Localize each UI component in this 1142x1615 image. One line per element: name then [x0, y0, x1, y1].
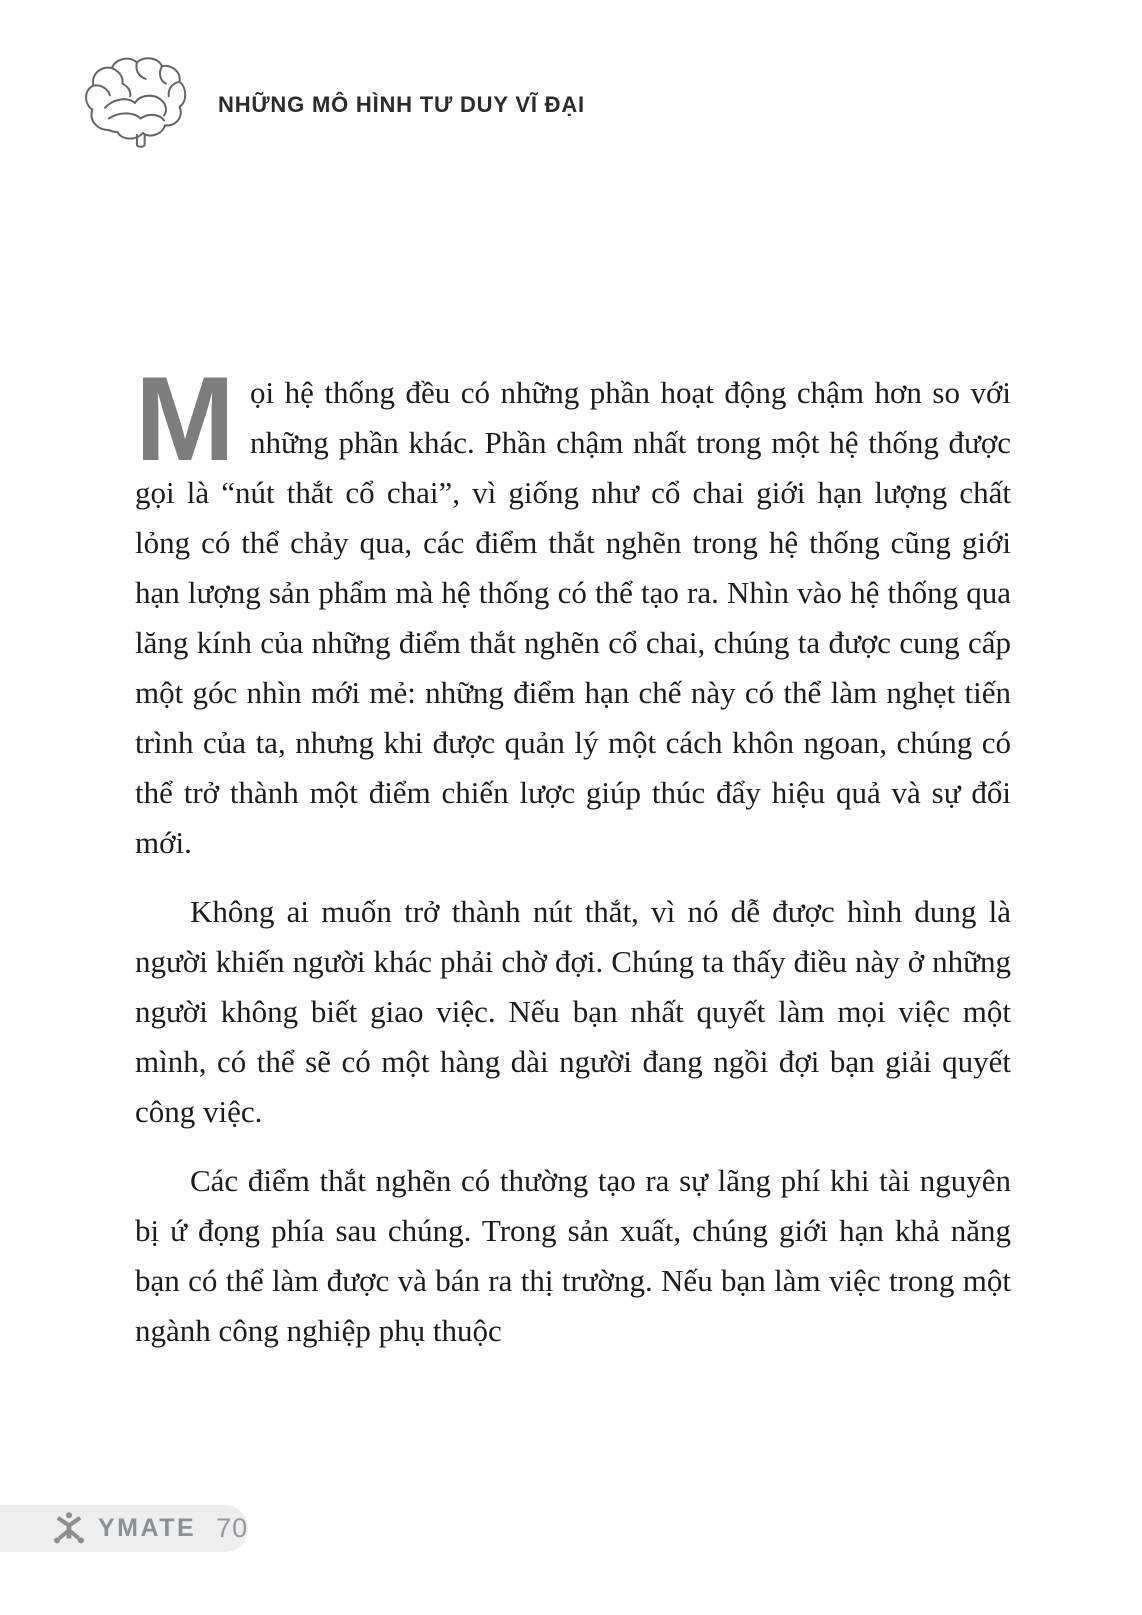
footer-pill: [0, 1505, 248, 1552]
paragraph-1: [135, 352, 1011, 868]
running-header-title: NHỮNG MÔ HÌNH TƯ DUY VĨ ĐẠI: [218, 92, 585, 117]
page-header: [76, 52, 585, 152]
page-number: 70: [216, 1513, 249, 1543]
paragraph-3: Các điểm thắt nghẽn có thường tạo ra sự lãng phí khi tài nguyên bị ứ đọng phía sau chúng. Trong sản xuất, chúng giới hạn khả năng bạn có thể làm được và bán ra thị trường. Nếu bạn làm việc trong một ngành công nghiệp phụ thuộc: [135, 1163, 1011, 1348]
page-content: [135, 352, 1011, 1375]
paragraph-1-text: ọi hệ thống đều có những phần hoạt động chậm hơn so với những phần khác. Phần chậm nhất trong một hệ thống được gọi là “nút thắt cổ chai”, vì giống như cổ chai giới hạn lượng chất lỏng có thể chảy qua, các điểm thắt nghẽn trong hệ thống cũng giới hạn lượng sản phẩm mà hệ thống có thể tạo ra. Nhìn vào hệ thống qua lăng kính của những điểm thắt nghẽn cổ chai, chúng ta được cung cấp một góc nhìn mới mẻ: những điểm hạn chế này có thể làm nghẹt tiến trình của ta, nhưng khi được quản lý một cách khôn ngoan, chúng có thể trở thành một điểm chiến lược giúp thúc đẩy hiệu quả và sự đổi mới.: [135, 375, 1011, 860]
publisher-brand: YMATE: [98, 1514, 197, 1542]
paragraph-2: Không ai muốn trở thành nút thắt, vì nó dễ được hình dung là người khiến người khác phải chờ đợi. Chúng ta thấy điều này ở những người không biết giao việc. Nếu bạn nhất quyết làm mọi việc một mình, có thể sẽ có một hàng dài người đang ngồi đợi bạn giải quyết công việc.: [135, 894, 1011, 1129]
brain-icon: [76, 52, 192, 152]
ymate-logo-icon: [50, 1510, 88, 1548]
drop-cap-letter: M: [135, 352, 235, 486]
